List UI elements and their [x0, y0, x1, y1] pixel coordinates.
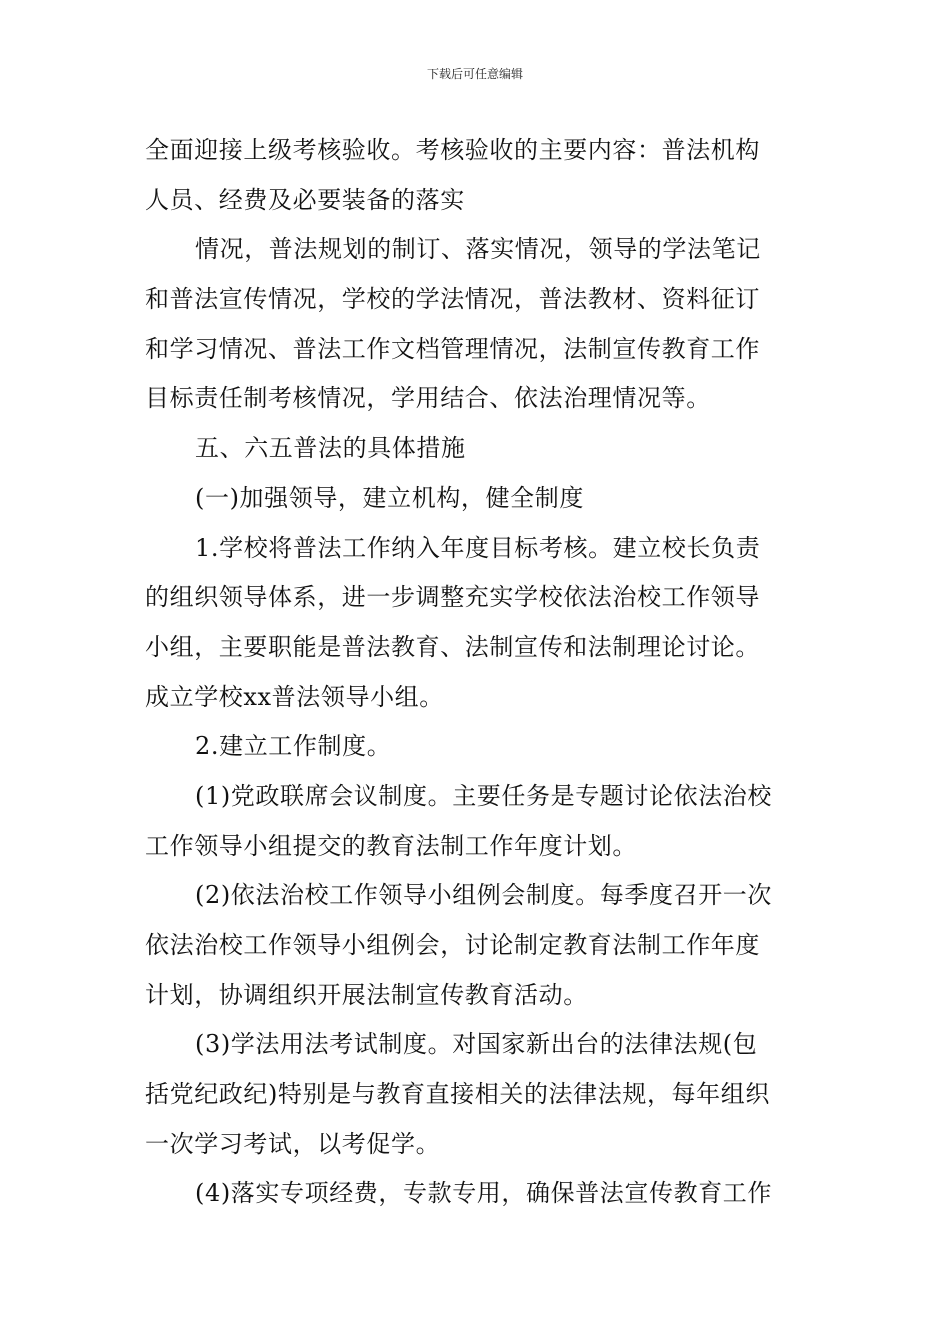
- text-line: 情况，普法规划的制订、落实情况，领导的学法笔记: [195, 235, 761, 264]
- text-line: 和学习情况、普法工作文档管理情况，法制宣传教育工作: [145, 334, 760, 363]
- text-line: 一次学习考试，以考促学。: [145, 1129, 441, 1158]
- document-body: [145, 126, 810, 1219]
- text-line: 计划，协调组织开展法制宣传教育活动。: [145, 980, 588, 1009]
- text-line: (4)落实专项经费，专款专用，确保普法宣传教育工作: [195, 1179, 772, 1208]
- text-line: 全面迎接上级考核验收。考核验收的主要内容：普法机构: [145, 136, 760, 164]
- text-line: 目标责任制考核情况，学用结合、依法治理情况等。: [145, 384, 711, 413]
- body-paragraph-block: [145, 126, 810, 1219]
- text-line: 成立学校xx普法领导小组。: [145, 682, 444, 711]
- subsection-heading: (一)加强领导，建立机构，健全制度: [195, 483, 584, 512]
- text-line: 工作领导小组提交的教育法制工作年度计划。: [145, 831, 637, 860]
- text-line: (2)依法治校工作领导小组例会制度。每季度召开一次: [195, 881, 772, 910]
- text-line: 人员、经费及必要装备的落实: [145, 185, 465, 214]
- text-line: 1.学校将普法工作纳入年度目标考核。建立校长负责: [195, 533, 761, 562]
- section-heading: 五、六五普法的具体措施: [195, 434, 466, 463]
- text-line: 的组织领导体系，进一步调整充实学校依法治校工作领导: [145, 583, 760, 612]
- text-line: 括党纪政纪)特别是与教育直接相关的法律法规，每年组织: [145, 1080, 770, 1109]
- text-line: (1)党政联席会议制度。主要任务是专题讨论依法治校: [195, 781, 772, 810]
- text-line: 小组，主要职能是普法教育、法制宣传和法制理论讨论。: [145, 632, 760, 661]
- text-line: 依法治校工作领导小组例会，讨论制定教育法制工作年度: [145, 931, 760, 959]
- page-header-note: 下载后可任意编辑: [426, 67, 523, 81]
- text-line: 2.建立工作制度。: [195, 732, 392, 761]
- text-line: 和普法宣传情况，学校的学法情况，普法教材、资料征订: [145, 285, 760, 314]
- text-line: (3)学法用法考试制度。对国家新出台的法律法规(包: [195, 1030, 758, 1059]
